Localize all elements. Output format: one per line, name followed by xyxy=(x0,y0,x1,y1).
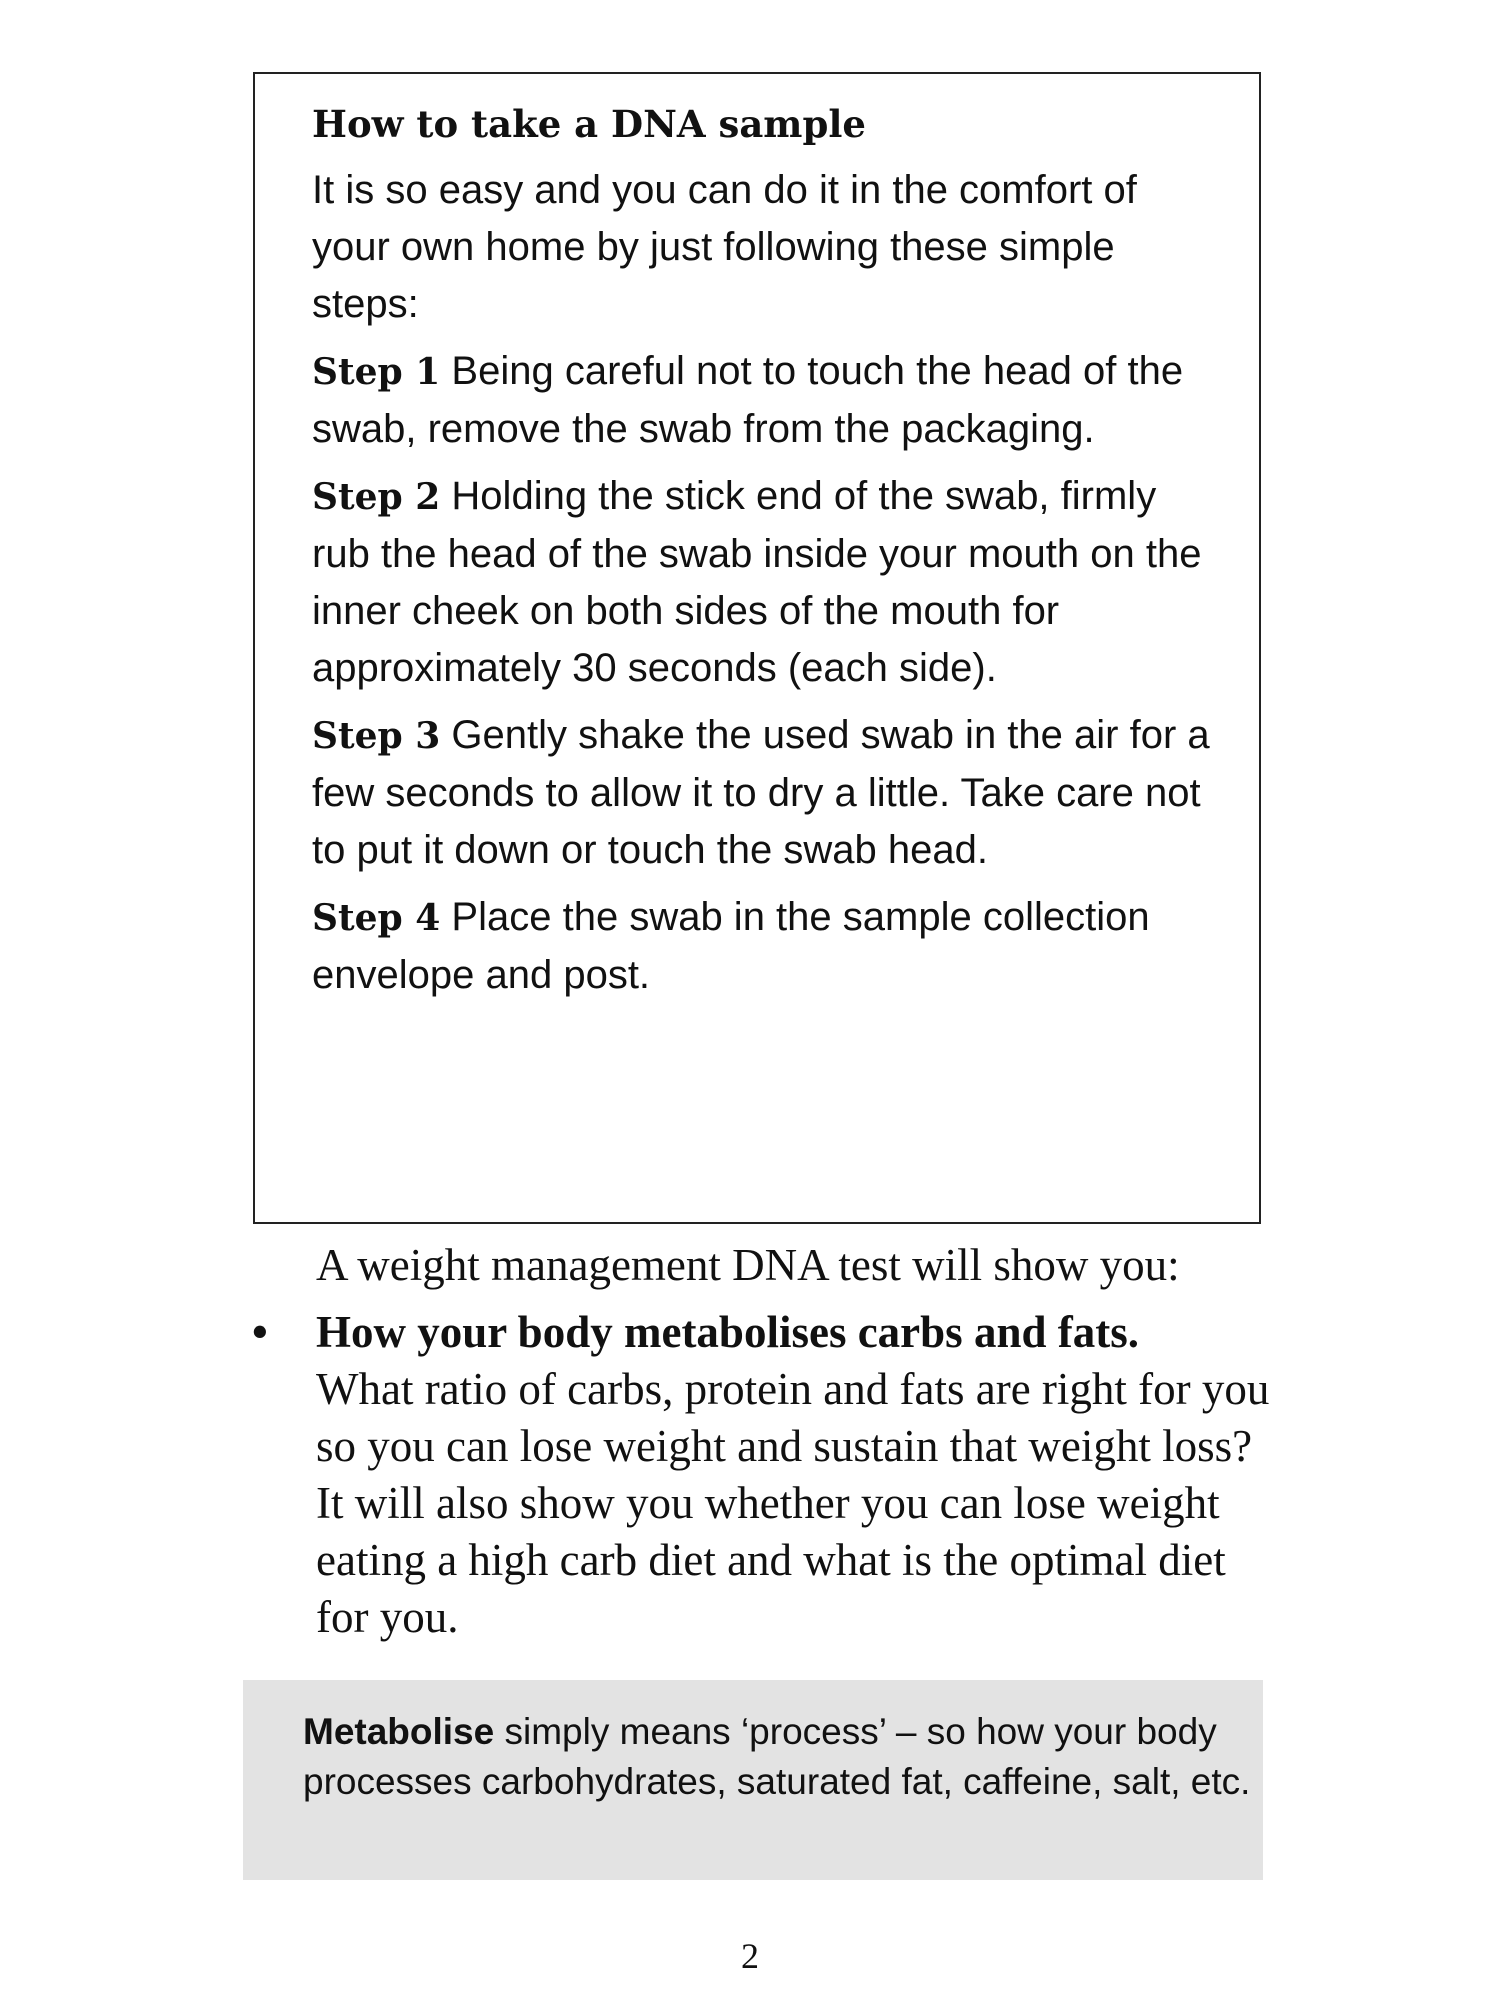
bullet-text: What ratio of carbs, protein and fats are right for you so you can lose weight and sustain that weight loss? It will also show you whether you can lose weight eating a high carb diet and what is the optimal diet for you. xyxy=(316,1364,1270,1642)
step-1-label: Step 1 xyxy=(312,351,441,393)
step-4 xyxy=(312,889,1225,1004)
body-intro: A weight management DNA test will show you: xyxy=(316,1240,1180,1290)
step-3-label: Step 3 xyxy=(312,715,441,757)
bullet-icon: • xyxy=(252,1307,268,1357)
step-2-label: Step 2 xyxy=(312,476,441,518)
definition-note xyxy=(243,1680,1263,1880)
note-definition: simply means ‘process’ – so how your body processes carbohydrates, saturated fat, caffeine, salt, etc. xyxy=(303,1711,1251,1802)
step-3 xyxy=(312,707,1225,879)
bullet-heading: How your body metabolises carbs and fats. xyxy=(316,1307,1139,1357)
bullet-item xyxy=(252,1304,1282,1646)
step-2 xyxy=(312,468,1225,697)
step-4-text: Place the swab in the sample collection envelope and post. xyxy=(312,895,1150,997)
box-intro: It is so easy and you can do it in the comfort of your own home by just following these simple steps: xyxy=(312,168,1137,326)
step-4-label: Step 4 xyxy=(312,897,441,939)
page-number: 2 xyxy=(741,1936,759,1976)
step-3-text: Gently shake the used swab in the air for a few seconds to allow it to dry a little. Take care not to put it down or touch the swab head. xyxy=(312,713,1210,872)
step-1-text: Being careful not to touch the head of the swab, remove the swab from the packaging. xyxy=(312,349,1184,451)
dna-sample-box xyxy=(253,72,1261,1224)
box-title: How to take a DNA sample xyxy=(312,102,866,146)
step-2-text: Holding the stick end of the swab, firmly rub the head of the swab inside your mouth on the inner cheek on both sides of the mouth for approximately 30 seconds (each side). xyxy=(312,474,1202,690)
bullet-content xyxy=(316,1304,1282,1646)
step-1 xyxy=(312,343,1225,458)
note-term: Metabolise xyxy=(303,1711,495,1752)
